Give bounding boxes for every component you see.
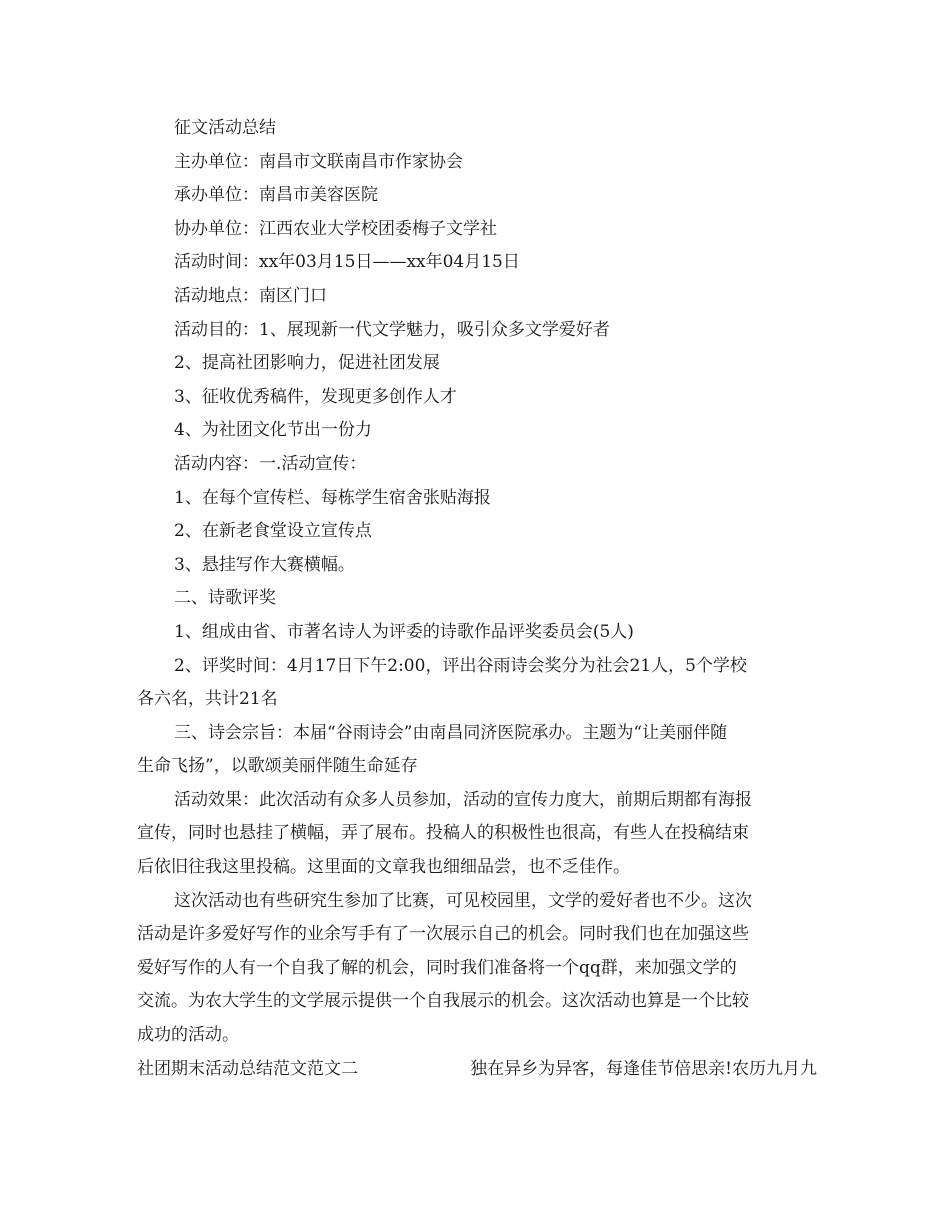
next-section-row (137, 1053, 817, 1087)
location-line: 活动地点：南区门口 (174, 285, 327, 306)
organizer-line: 主办单位：南昌市文联南昌市作家协会 (174, 151, 463, 172)
summary-line-1: 这次活动也有些研究生参加了比赛，可见校园里，文学的爱好者也不少。这次 (174, 890, 752, 911)
purpose-line-1: 活动目的：1、展现新一代文学魅力，吸引众多文学爱好者 (174, 319, 610, 340)
content-heading: 活动内容：一.活动宣传： (174, 453, 367, 474)
next-section-title: 社团期末活动总结范文范文二 (137, 1058, 358, 1079)
promo-line-1: 1、在每个宣传栏、每栋学生宿舍张贴海报 (174, 487, 491, 508)
effect-line-1: 活动效果：此次活动有众多人员参加，活动的宣传力度大，前期后期都有海报 (174, 789, 752, 810)
next-section-text: 独在异乡为异客，每逢佳节倍思亲!农历九月九 (470, 1058, 817, 1079)
summary-line-5: 成功的活动。 (137, 1025, 239, 1046)
promo-line-2: 2、在新老食堂设立宣传点 (174, 521, 372, 542)
purpose-line-4: 4、为社团文化节出一份力 (174, 420, 372, 441)
host-line: 承办单位：南昌市美容医院 (174, 185, 378, 206)
purpose-line-3: 3、征收优秀稿件，发现更多创作人才 (174, 386, 457, 407)
time-line: 活动时间：xx年03月15日——xx年04月15日 (174, 252, 520, 273)
document-body (137, 112, 817, 1086)
summary-line-2: 活动是许多爱好写作的业余写手有了一次展示自己的机会。同时我们也在加强这些 (137, 924, 749, 945)
section-heading-2: 二、诗歌评奖 (174, 588, 276, 609)
section-3-line-2: 生命飞扬”，以歌颂美丽伴随生命延存 (137, 756, 418, 777)
promo-line-3: 3、悬挂写作大赛横幅。 (174, 554, 355, 575)
effect-line-3: 后依旧往我这里投稿。这里面的文章我也细细品尝，也不乏佳作。 (137, 857, 630, 878)
section-3-line-1: 三、诗会宗旨：本届“谷雨诗会”由南昌同济医院承办。主题为“让美丽伴随 (174, 722, 728, 743)
summary-line-4: 交流。为农大学生的文学展示提供一个自我展示的机会。这次活动也算是一个比较 (137, 991, 749, 1012)
summary-line-3: 爱好写作的人有一个自我了解的机会，同时我们准备将一个qq群，来加强文学的 (137, 957, 737, 978)
document-title: 征文活动总结 (174, 118, 276, 138)
award-line-2b: 各六名，共计21名 (137, 689, 278, 710)
award-line-2a: 2、评奖时间：4月17日下午2:00，评出谷雨诗会奖分为社会21人，5个学校 (174, 655, 747, 676)
award-line-1: 1、组成由省、市著名诗人为评委的诗歌作品评奖委员会(5人) (174, 621, 634, 642)
purpose-line-2: 2、提高社团影响力，促进社团发展 (174, 353, 440, 374)
co-organizer-line: 协办单位：江西农业大学校团委梅子文学社 (174, 218, 497, 239)
effect-line-2: 宣传，同时也悬挂了横幅，弄了展布。投稿人的积极性也很高，有些人在投稿结束 (137, 823, 749, 844)
